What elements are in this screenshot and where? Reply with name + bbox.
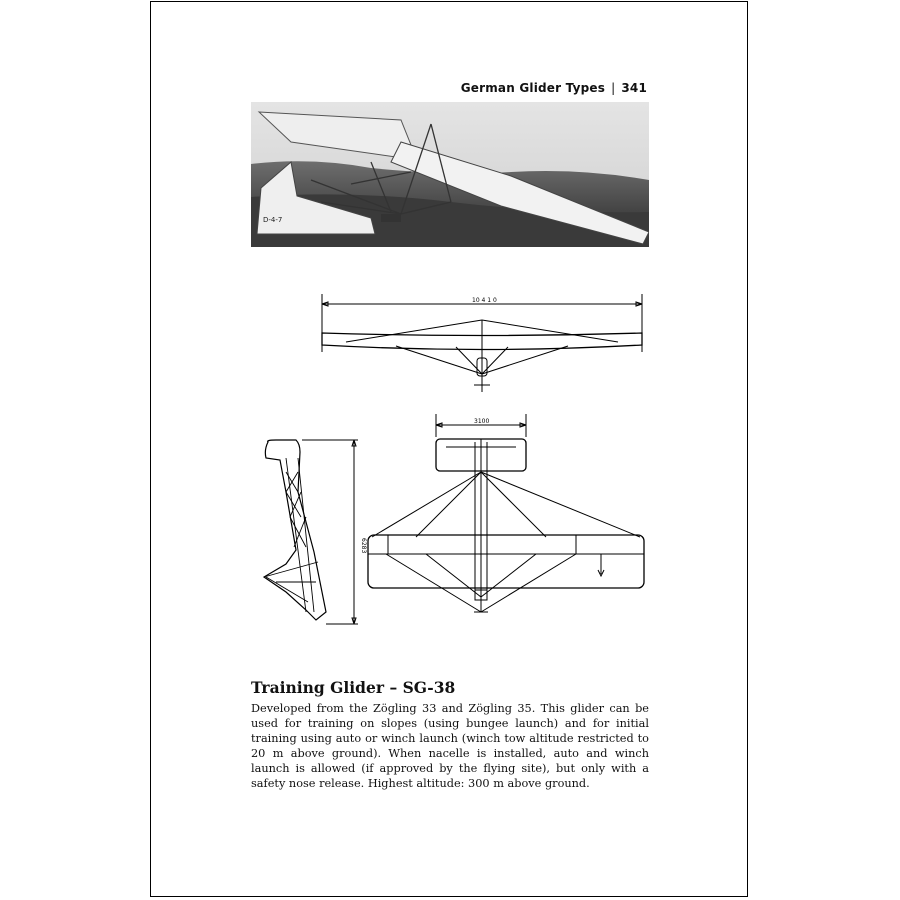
wingspan-dimension-label: 10 4 1 0 xyxy=(472,297,497,304)
page-number: 341 xyxy=(621,81,647,95)
tail-span-dimension-label: 3100 xyxy=(474,418,490,425)
running-head xyxy=(461,81,647,95)
section-body-text: Developed from the Zögling 33 and Zögling 35. This glider can be used for training on slopes (using bungee launch) and for initial training using auto or winch launch (winch tow altitude restricted to 20 m above ground). When nacelle is installed, auto and winch launch is allowed (if approved by the flying site), but only with a safety nose release. Highest altitude: 300 m above ground. xyxy=(251,702,649,790)
running-head-title: German Glider Types xyxy=(460,81,606,95)
three-view-drawing-svg xyxy=(246,292,646,632)
glider-photo xyxy=(251,102,649,247)
glider-photo-image xyxy=(251,102,649,247)
section-title: Training Glider – SG-38 xyxy=(251,678,456,697)
length-dimension-label: 6283 xyxy=(360,538,367,554)
running-head-separator: | xyxy=(611,81,616,95)
book-page xyxy=(150,1,748,897)
photo-registration: D-4-7 xyxy=(263,216,283,224)
three-view-drawing xyxy=(246,292,646,632)
